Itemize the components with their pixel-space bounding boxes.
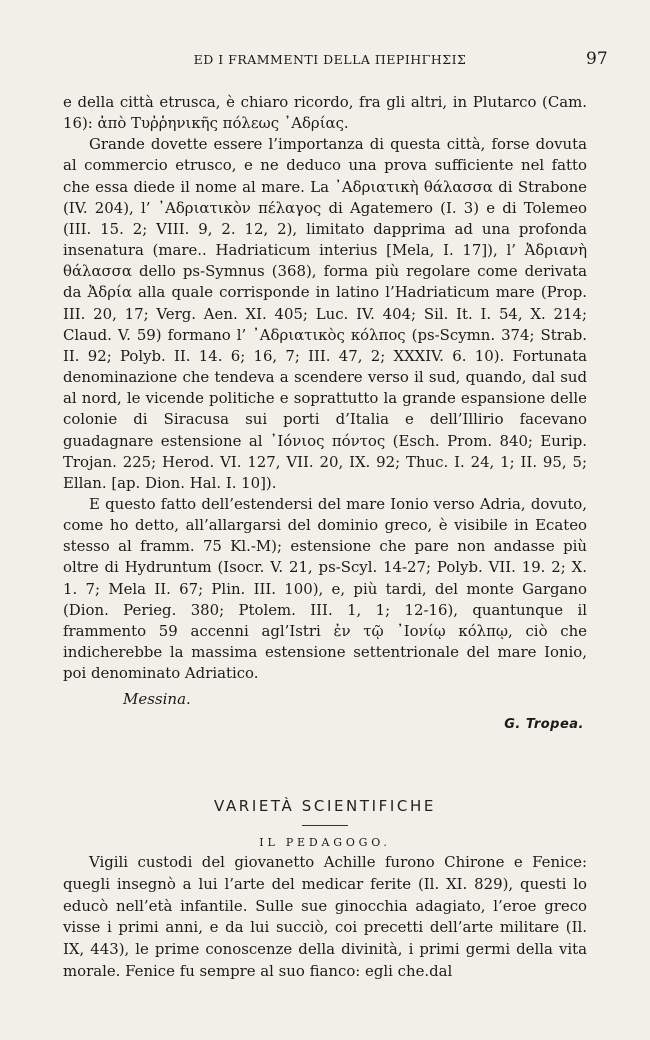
signature-place: Messina.	[123, 690, 191, 709]
section-divider	[302, 825, 348, 826]
running-head	[0, 49, 650, 72]
signature-author: G. Tropea.	[504, 717, 584, 733]
section-title: VARIETÀ SCIENTIFICHE	[214, 797, 436, 815]
section-subtitle: IL PEDAGOGO.	[259, 836, 391, 849]
page-number: 97	[586, 49, 608, 69]
section-paragraph: Vigili custodi del giovanetto Achille furono Chirone e Fenice: quegli insegnò a lui l’arte del medicar ferite (Il. XI. 829), questi lo educò nell’età infantile. Sulle sue ginocchia adagiato, l’eroe greco visse i primi anni, e da lui succiò, coi precetti dell’arte militare (Il. IX, 443), le prime conoscenze della divinità, i primi germi della vita morale. Fenice fu sempre al suo fianco: egli che.dal	[63, 853, 587, 980]
section-body	[63, 852, 587, 983]
paragraph-3: E questo fatto dell’estendersi del mare Ionio verso Adria, dovuto, come ho detto, all’allargarsi del dominio greco, è visibile in Ecateo stesso al framm. 75 Kl.-M); estensione che pare non andasse più oltre di Hydruntum (Isocr. V. 21, ps-Scyl. 14-27; Polyb. VII. 19. 2; X. 1. 7; Mela II. 67; Plin. III. 100), e, più tardi, del monte Gargano (Dion. Perieg. 380; Ptolem. III. 1, 1; 12-16), quantunque il frammento 59 accenni agl’Istri ἐν τῷ ᾿Ιονίῳ κόλπῳ, ciò che indicherebbe la massima estensione settentrionale del mare Ionio, poi denominato Adriatico.	[63, 494, 587, 683]
paragraph-1: e della città etrusca, è chiaro ricordo, fra gli altri, in Plutarco (Cam. 16): ἀπὸ Τυῤῥηνικῆς πόλεως ᾿Αδρίας.	[63, 93, 587, 133]
section-heading	[0, 796, 650, 849]
running-head-title: ED I FRAMMENTI DELLA ΠΕΡΙΗΓΗΣΙΣ	[193, 52, 467, 67]
article-body	[63, 92, 587, 736]
paragraph-2: Grande dovette essere l’importanza di questa città, forse dovuta al commercio etrusco, e ne deduco una prova sufficiente nel fatto che essa diede il nome al mare. La ᾿Αδριατικὴ θάλασσα di Strabone (IV. 204), l’ ᾿Αδριατικὸν πέλαγος di Agatemero (I. 3) e di Tolemeo (III. 15. 2; VIII. 9, 2. 12, 2), limitato dapprima ad una profonda insenatura (mare.. Hadriaticum interius [Mela, I. 17]), l’ Ἀδριανὴ θάλασσα dello ps-Symnus (368), forma più regolare come derivata da Ἀδρία alla quale corrisponde in latino l’Hadriaticum mare (Prop. III. 20, 17; Verg. Aen. XI. 405; Luc. IV. 404; Sil. It. I. 54, X. 214; Claud. V. 59) formano l’ ᾿Αδριατικὸς κόλπος (ps-Scymn. 374; Strab. II. 92; Polyb. II. 14. 6; 16, 7; III. 47, 2; XXXIV. 6. 10). Fortunata denominazione che tendeva a scendere verso il sud, quando, dal sud al nord, le vicende politiche e soprattutto la grande espansione delle colonie di Siracusa sui porti d’Italia e dell’Illirio facevano guadagnare estensione al ᾿Ιόνιος πόντος (Esch. Prom. 840; Eurip. Trojan. 225; Herod. VI. 127, VII. 20, IX. 92; Thuc. I. 24, 1; II. 95, 5; Ellan. [ap. Dion. Hal. I. 10]).	[63, 135, 587, 492]
